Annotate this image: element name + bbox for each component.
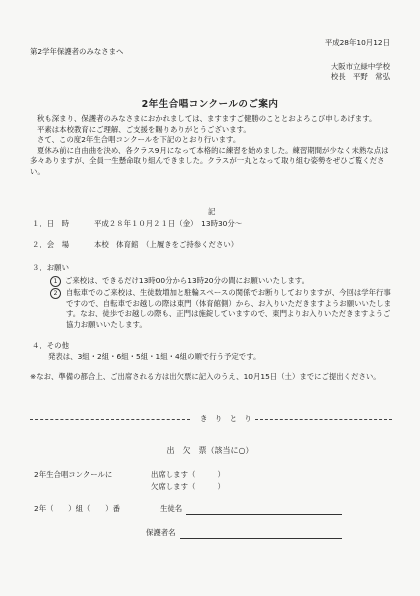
- ki-marker: 記: [208, 207, 216, 216]
- principal-name: 校長 平野 常弘: [330, 72, 390, 81]
- circled-number-2: 2: [50, 288, 61, 299]
- request-item-2-number: [50, 288, 65, 299]
- absent-option[interactable]: 欠席します（ ）: [151, 482, 225, 491]
- attend-option[interactable]: 出席します（ ）: [151, 470, 225, 479]
- datetime-label: １．日 時: [32, 219, 69, 228]
- datetime-value: 平成２８年１０月２１日（金） 13時30分～: [94, 219, 243, 228]
- intro-paragraph-2: 平素は本校教育にご理解、ご支援を賜りありがとうございます。: [37, 124, 251, 134]
- intro-paragraph-4: 夏休み前に自由曲を決め、各クラス9月になって本格的に練習を始めました。練習期間が少なく未熟な点は多々ありますが、全員一生懸命取り組んできました。クラスが一丸となって取り組む姿勢をぜひご覧ください。: [30, 145, 389, 176]
- student-name-field[interactable]: [186, 514, 342, 515]
- document-date: 平成28年10月12日: [324, 38, 390, 47]
- page-title: 2年生合唱コンクールのご案内: [141, 99, 279, 110]
- intro-paragraph-3: さて、この度2年生合唱コンクールを下記のとおり行います。: [37, 135, 241, 144]
- other-label: ４．その他: [32, 341, 69, 350]
- other-value: 発表は、3組・2組・6組・5組・1組・4組の順で行う予定です。: [48, 352, 261, 361]
- addressee: 第2学年保護者のみなさまへ: [30, 47, 124, 56]
- submission-note: ※なお、準備の都合上、ご出席される方は出欠票に記入のうえ、10月15日（土）までにご提出ください。: [30, 372, 381, 381]
- venue-label: ２．会 場: [32, 240, 69, 249]
- venue-value: 本校 体育館 （上履きをご持参ください）: [94, 240, 239, 249]
- cut-line-left: [30, 419, 190, 420]
- cut-label: き り と り: [200, 414, 252, 423]
- cut-line-right: [255, 419, 392, 420]
- guardian-name-label: 保護者名: [146, 528, 176, 537]
- request-item-1: [50, 276, 309, 287]
- attendance-form-title: 出 欠 票（該当に○）: [166, 446, 254, 455]
- class-number-line[interactable]: 2年（ ）組（ ）番: [34, 504, 121, 513]
- intro-section: [30, 114, 392, 177]
- request-text-2: 自転車でのご来校は、生徒数増加と駐輪スペースの関係でお断りしておりますが、今回は学年行事ですので、自転車でお越しの際は東門（体育館側）から、お入りいただきますようお願いいたします。なお、徒歩でお越しの際も、正門は施錠していますので、東門よりお入りいただきますようご協力お願いいたします。: [66, 288, 392, 329]
- circled-number-1: 1: [50, 276, 61, 287]
- guardian-name-field[interactable]: [180, 538, 342, 539]
- form-event-label: 2年生合唱コンクールに: [34, 470, 113, 479]
- request-label: ３．お願い: [32, 263, 69, 272]
- student-name-label: 生徒名: [160, 504, 183, 513]
- intro-paragraph-1: 秋も深まり、保護者のみなさまにおかれましては、ますますご健勝のこととおよろこび申しあげます。: [37, 114, 377, 123]
- school-name: 大阪市立緑中学校: [330, 62, 390, 71]
- request-text-1: ご来校は、できるだけ13時00分から13時20分の間にお願いいたします。: [65, 276, 309, 285]
